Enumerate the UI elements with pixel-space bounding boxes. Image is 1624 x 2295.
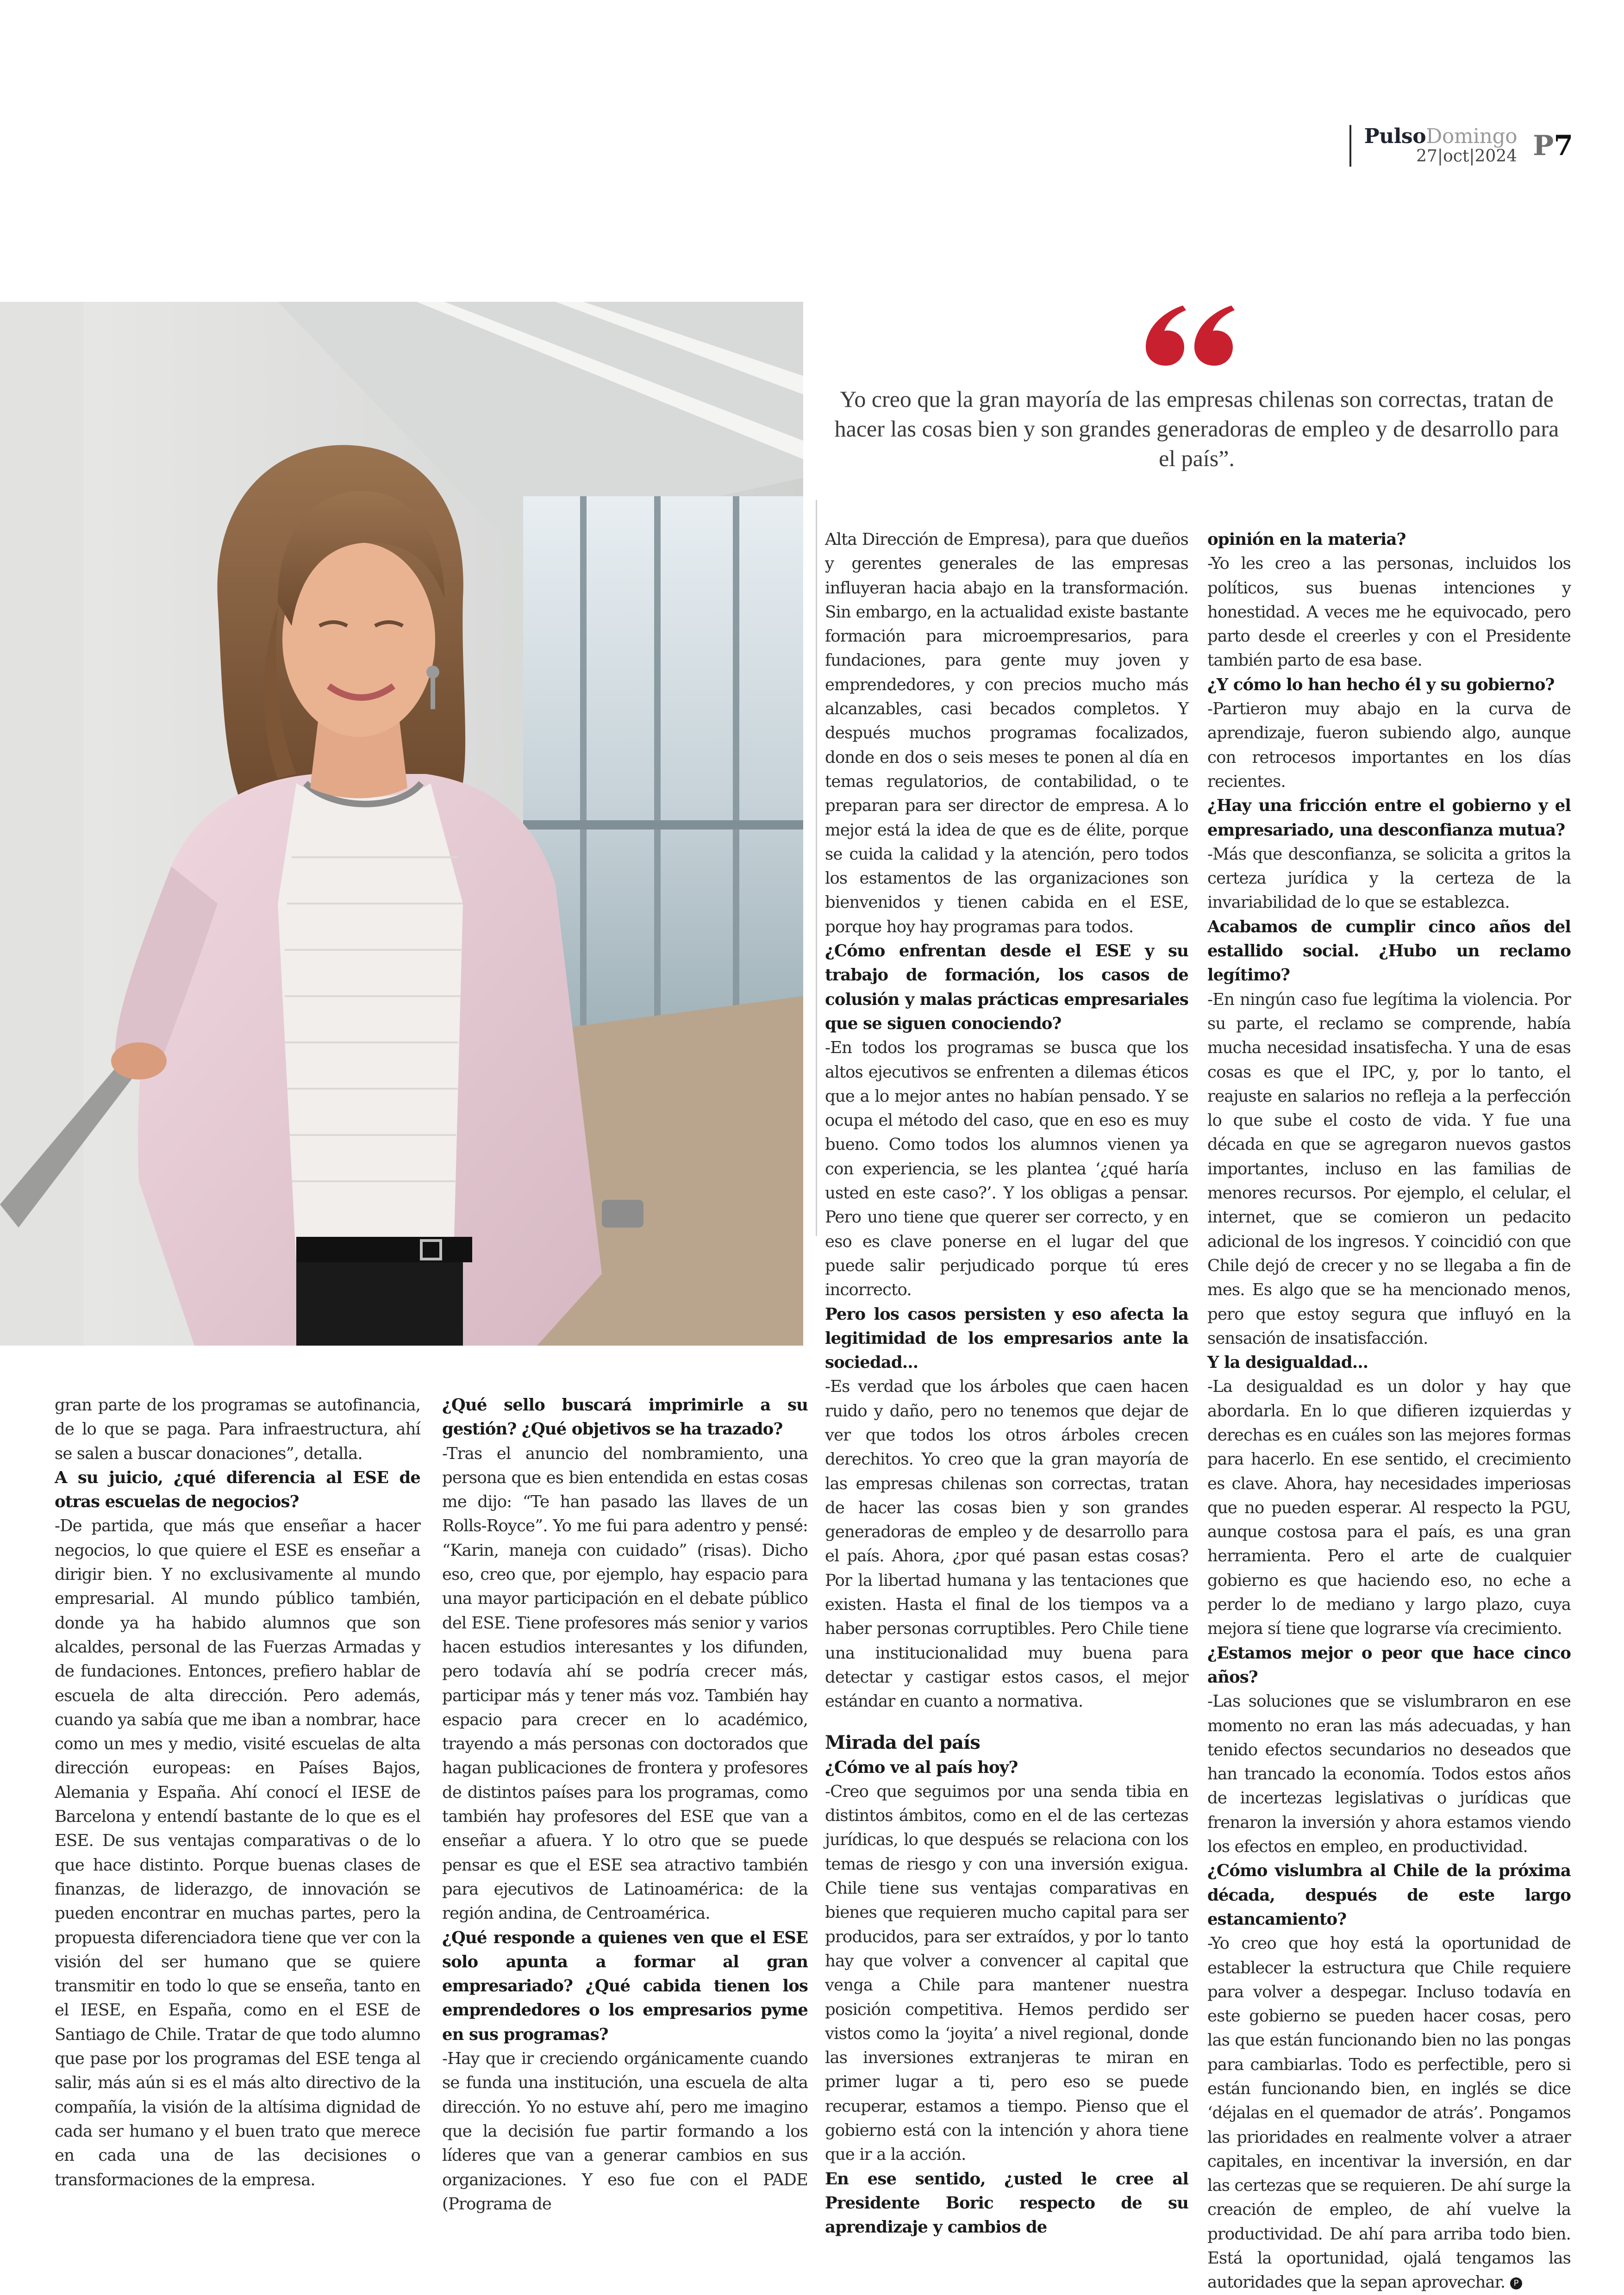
body-paragraph: -En todos los programas se busca que los altos ejecutivos se enfrenten a dilemas éticos que a lo mejor antes no habían pensado. Y se ocupa el método del caso, que en eso es muy bueno. Como todos los alumnos vienen ya con experiencia, se les plantea ‘¿qué haría usted en este caso?’. Y los obligas a pensar. Pero uno tiene que querer ser correcto, y en eso es clave ponerse en el lugar del que puede salir perjudicado porque tú eres incorrecto. [825,1038,1188,1300]
quote-mark-right-icon [1194,306,1235,366]
interview-question: ¿Qué responde a quienes ven que el ESE solo apunta a formar al gran empresariado? ¿Qué cabida tienen los emprendedores o los empresarios pyme en sus programas? [442,1928,808,2044]
quote-mark-left-icon [1146,306,1186,366]
body-paragraph: Alta Dirección de Empresa), para que dueños y gerentes generales de las empresas influyeran hacia abajo en la transformación. Sin embargo, en la actualidad existe bastante formación para microempresarios, para fundaciones, para gente muy joven y emprendedores, y con precios mucho más alcanzables, casi becados completos. Y después muchos programas focalizados, donde en dos o seis meses te ponen al día en temas regulatorios, de contabilidad, o te preparan para ser director de empresa. A lo mejor está la idea de que es de élite, porque se cuida la calidad y la atención, pero todos los estamentos de las organizaciones son bienvenidos y tienen cabida en el ESE, porque hoy hay programas para todos. [825,530,1188,936]
interview-question: ¿Cómo ve al país hoy? [825,1758,1018,1777]
interview-question: ¿Cómo enfrentan desde el ESE y su trabajo de formación, los casos de colusión y malas prácticas empresariales que se siguen conociendo? [825,942,1188,1033]
header-text [1364,125,1517,167]
body-paragraph: -Tras el anuncio del nombramiento, una persona que es bien entendida en estas cosas me dijo: “Te han pasado las llaves de un Rolls-Royce”. Yo me fui para adentro y pensé: “Karin, maneja con cuidado” (risas). Dicho eso, creo que, por ejemplo, hay espacio para una mayor participación en el debate público del ESE. Tiene profesores más senior y varios hacen estudios interesantes y los difunden, pero todavía ahí se podría crecer más, participar más y tener más voz. También hay espacio para crecer en lo académico, trayendo a más personas con doctorados que hagan publicaciones de frontera y profesores de distintos países para los programas, como también hay profesores del ESE que van a enseñar a afuera. Y lo otro que se puede pensar es que el ESE sea atractivo también para ejecutivos de Latinoamérica: de la región andina, de Centroamérica. [442,1444,808,1923]
end-of-article-icon: P [1510,2277,1522,2289]
body-paragraph: -De partida, que más que enseñar a hacer negocios, lo que quiere el ESE es enseñar a dirigir bien. Y no exclusivamente al mundo empresarial. Al mundo público también, donde ya ha habido alumnos que son alcaldes, personal de las Fuerzas Armadas y de fundaciones. Entonces, prefiero hablar de escuela de alta dirección. Pero además, cuando ya sabía que me iban a nombrar, hace como un mes y medio, visité escuelas de alta dirección europeas: en Países Bajos, Alemania y España. Ahí conocí el IESE de Barcelona y entendí bastante de lo que es el ESE. De sus ventajas comparativas o de lo que hace distinto. Porque buenas clases de finanzas, de liderazgo, de innovación se pueden encontrar en muchas partes, pero la propuesta diferenciadora tiene que ver con la visión del ser humano que se quiere transmitir en todo lo que se enseña, tanto en el IESE, en España, como en el ESE de Santiago de Chile. Tratar de que todo alumno que pase por los programas del ESE tenga al salir, más aún si es el más alto directivo de la compañía, la visión de la altísima dignidad de cada ser humano y el buen trato que merece en cada una de las decisiones o transformaciones de la empresa. [55,1516,420,2189]
publication-date: 27|oct|2024 [1416,147,1518,166]
article-column-3 [825,528,1188,2239]
body-paragraph: -Hay que ir creciendo orgánicamente cuando se funda una institución, una escuela de alta dirección. Yo no estuve ahí, pero me imagino que la decisión fue partir formando a los líderes que van a generar cambios en sus organizaciones. Y eso fue con el PADE (Programa de [442,2049,808,2214]
column-divider [816,500,817,1236]
section-subheading: Mirada del país [825,1731,980,1753]
interview-question: Y la desigualdad... [1207,1353,1368,1372]
brand-part1: Pulso [1364,125,1426,148]
page-number-value: 7 [1554,130,1573,162]
body-paragraph: gran parte de los programas se autofinancia, de lo que se paga. Para infraestructura, ahí se salen a buscar donaciones”, detalla. [55,1396,420,1463]
body-paragraph: -Creo que seguimos por una senda tibia en distintos ámbitos, como en el de las certezas jurídicas, lo que después se relaciona con los temas de riesgo y con una inversión exigua. Chile tiene sus ventajas comparativas en bienes que requieren mucho capital para ser producidos, para ser extraídos, y por lo tanto hay que volver a convencer al capital que venga a Chile para mantener nuestra posición competitiva. Hemos perdido ser vistos como la ‘joyita’ a nivel regional, donde las inversiones extranjeras te miran en primer lugar a ti, pero eso se puede recuperar, estamos a tiempo. Pienso que el gobierno está con la intención y ahora tiene que ir a la acción. [825,1782,1188,2164]
interview-question: ¿Estamos mejor o peor que hace cinco años? [1207,1643,1571,1687]
body-paragraph: -Es verdad que los árboles que caen hacen ruido y daño, pero no tenemos que dejar de ver que todos los otros árboles crecen derechitos. Yo creo que la gran mayoría de las empresas chilenas son correctas, tratan de hacer las cosas bien y son grandes generadoras de empleo y de desarrollo para el país. Ahora, ¿por qué pasan estas cosas? Por la libertad humana y las tentaciones que existen. Hasta el final de los tiempos va a haber personas corruptibles. Pero Chile tiene una institucionalidad muy buena para detectar y castigar estos casos, el mejor estándar en cuanto a normativa. [825,1377,1188,1711]
page-number [1533,125,1573,167]
interview-question: ¿Qué sello buscará imprimirle a su gestión? ¿Qué objetivos se ha trazado? [442,1396,808,1439]
interview-question: Pero los casos persisten y eso afecta la legitimidad de los empresarios ante la sociedad... [825,1304,1188,1372]
body-paragraph: -En ningún caso fue legítima la violencia. Por su parte, el reclamo se comprende, había mucha necesidad insatisfecha. Y una de esas cosas es que el IPC, y, por lo tanto, el reajuste en salarios no refleja a la perfección lo que sube el costo de vida. Y fue una década en que se agregaron nuevos gastos importantes, incluso en las familias de menores recursos. Por ejemplo, el celular, el internet, que se comieron un pedacito adicional de los ingresos. Y coincidió con que Chile dejó de crecer y no se llegaba a fin de mes. Es algo que se ha mencionado menos, pero que estoy segura que influyó en la sensación de insatisfacción. [1207,990,1571,1348]
interview-question: opinión en la materia? [1207,530,1406,549]
interview-question: En ese sentido, ¿usted le cree al Presidente Boric respecto de su aprendizaje y cambios de [825,2169,1188,2237]
body-paragraph: -Partieron muy abajo en la curva de aprendizaje, fueron subiendo algo, aunque con retrocesos importantes en los días recientes. [1207,699,1571,791]
interview-question: ¿Hay una fricción entre el gobierno y el empresariado, una desconfianza mutua? [1207,796,1571,840]
article-column-1 [55,1393,420,2192]
brand-part2: Domingo [1426,125,1518,148]
interview-question: A su juicio, ¿qué diferencia al ESE de otras escuelas de negocios? [55,1468,420,1512]
article-column-4 [1207,528,1571,2295]
pull-quote: Yo creo que la gran mayoría de las empresas chilenas son correctas, tratan de hacer las cosas bien y son grandes generadoras de empleo y de desarrollo para el país”. [834,386,1559,471]
publication-brand [1364,126,1517,147]
header-divider [1349,125,1351,167]
body-paragraph: -La desigualdad es un dolor y hay que abordarla. En lo que difieren izquierdas y derechas es en cuáles son las mejores formas para hacerlo. En ese sentido, el crecimiento es clave. Ahora, hay necesidades imperiosas que no pueden esperar. Al respecto la PGU, aunque costosa para el país, es una gran herramienta. Pero el arte de cualquier gobierno es que haciendo eso, no eche a perder lo de mediano y largo plazo, cuya mejora sí tiene que lograrse vía crecimiento. [1207,1377,1571,1639]
body-paragraph: -Yo creo que hoy está la oportunidad de establecer la estructura que Chile requiere para volver a despegar. Incluso todavía en este gobierno se pueden hacer cosas, pero las que están funcionando bien no las pongas para cambiarlas. Todo es perfectible, pero si están funcionando bien, en inglés se dice ‘déjalas en el quemador de atrás’. Pongamos las prioridades en realmente volver a atraer capitales, en incentivar la inversión, en dar las certezas que se requieren. De ahí surge la creación de empleo, de ahí vuelve la productividad. De ahí para arriba todo bien. Está la oportunidad, ojalá tengamos las autoridades que la sepan aprovechar. P [1207,1934,1571,2292]
quote-mark-icon [1143,306,1236,366]
body-paragraph: -Más que desconfianza, se solicita a gritos la certeza jurídica y la certeza de la invariabilidad de lo que se establezca. [1207,844,1571,912]
body-paragraph: -Las soluciones que se vislumbraron en ese momento no eran las más adecuadas, y han tenido efectos secundarios no deseados que han trancado la economía. Todos estos años de incertezas legislativas o jurídicas que frenaron la inversión y ahora estamos viendo los efectos en empleo, en productividad. [1207,1692,1571,1857]
interview-question: ¿Cómo vislumbra al Chile de la próxima década, después de este largo estancamiento? [1207,1861,1571,1929]
article-column-2 [442,1393,808,2216]
page-prefix: P [1533,130,1554,162]
body-paragraph: -Yo les creo a las personas, incluidos los políticos, sus buenas intenciones y honestidad. A veces me he equivocado, pero parto desde el creerles y con el Presidente también parto de esa base. [1207,554,1571,670]
portrait-photo [0,302,803,1346]
interview-question: ¿Y cómo lo han hecho él y su gobierno? [1207,675,1555,694]
page-header [1349,125,1573,167]
interview-question: Acabamos de cumplir cinco años del estallido social. ¿Hubo un reclamo legítimo? [1207,917,1571,985]
